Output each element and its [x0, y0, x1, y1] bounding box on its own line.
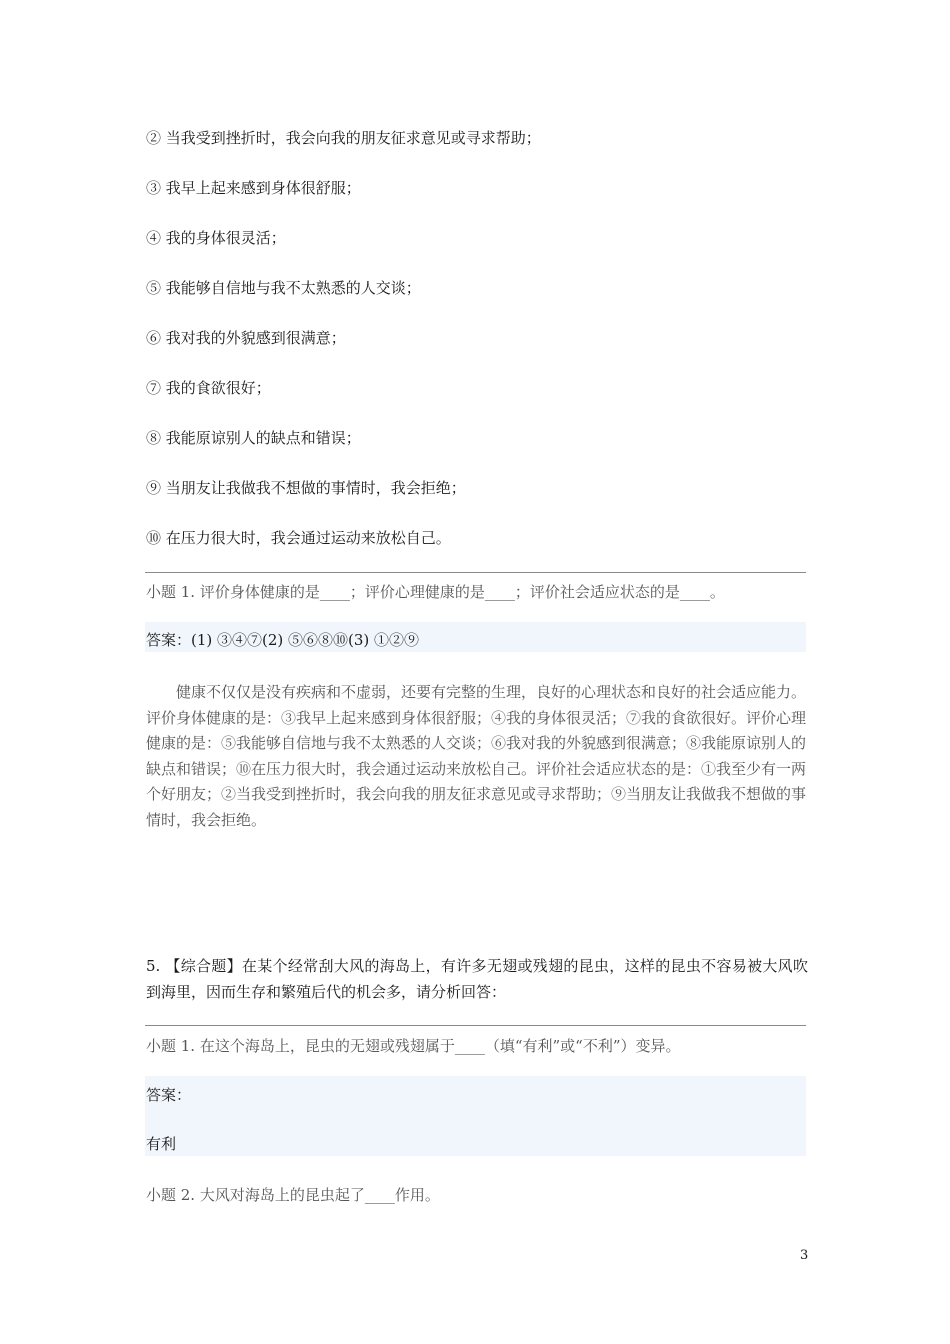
list-item: ⑨ 当朋友让我做我不想做的事情时，我会拒绝； — [146, 479, 466, 497]
list-item: ③ 我早上起来感到身体很舒服； — [146, 179, 361, 197]
list-item: ⑧ 我能原谅别人的缺点和错误； — [146, 429, 361, 447]
explanation-paragraph: 健康不仅仅是没有疾病和不虚弱，还要有完整的生理，良好的心理状态和良好的社会适应能力。评价身体健康的是：③我早上起来感到身体很舒服；④我的身体很灵活；⑦我的食欲很好。评价心理健康的是：⑤我能够自信地与我不太熟悉的人交谈；⑥我对我的外貌感到很满意；⑧我能原谅别人的缺点和错误；⑩在压力很大时，我会通过运动来放松自己。评价社会适应状态的是：①我至少有一两个好朋友；②当我受到挫折时，我会向我的朋友征求意见或寻求帮助；⑨当朋友让我做我不想做的事情时，我会拒绝。 — [146, 683, 807, 829]
list-item: ④ 我的身体很灵活； — [146, 229, 286, 247]
list-item: ⑦ 我的食欲很好； — [146, 379, 271, 397]
page-number: 3 — [800, 1248, 809, 1263]
divider — [145, 1025, 806, 1026]
sub-question-2: 小题 2. 大风对海岛上的昆虫起了____作用。 — [146, 1186, 440, 1204]
list-item: ⑥ 我对我的外貌感到很满意； — [146, 329, 346, 347]
sub-question-1: 小题 1. 在这个海岛上，昆虫的无翅或残翅属于____（填“有利”或“不利”）变异。 — [146, 1037, 681, 1055]
answer-box — [145, 1076, 806, 1156]
list-item: ② 当我受到挫折时，我会向我的朋友征求意见或寻求帮助； — [146, 129, 541, 147]
answer-value: 有利 — [146, 1135, 177, 1153]
sub-question-1: 小题 1. 评价身体健康的是____；评价心理健康的是____；评价社会适应状态的是____。 — [146, 583, 725, 601]
divider — [145, 572, 806, 573]
list-item: ⑩ 在压力很大时，我会通过运动来放松自己。 — [146, 529, 451, 547]
list-item: ⑤ 我能够自信地与我不太熟悉的人交谈； — [146, 279, 421, 297]
question-5-stem: 5. 【综合题】在某个经常刮大风的海岛上，有许多无翅或残翅的昆虫，这样的昆虫不容易被大风吹到海里，因而生存和繁殖后代的机会多，请分析回答： — [146, 957, 808, 1001]
answer-text: 答案：(1) ③④⑦(2) ⑤⑥⑧⑩(3) ①②⑨ — [146, 631, 420, 649]
answer-label: 答案： — [146, 1086, 192, 1104]
